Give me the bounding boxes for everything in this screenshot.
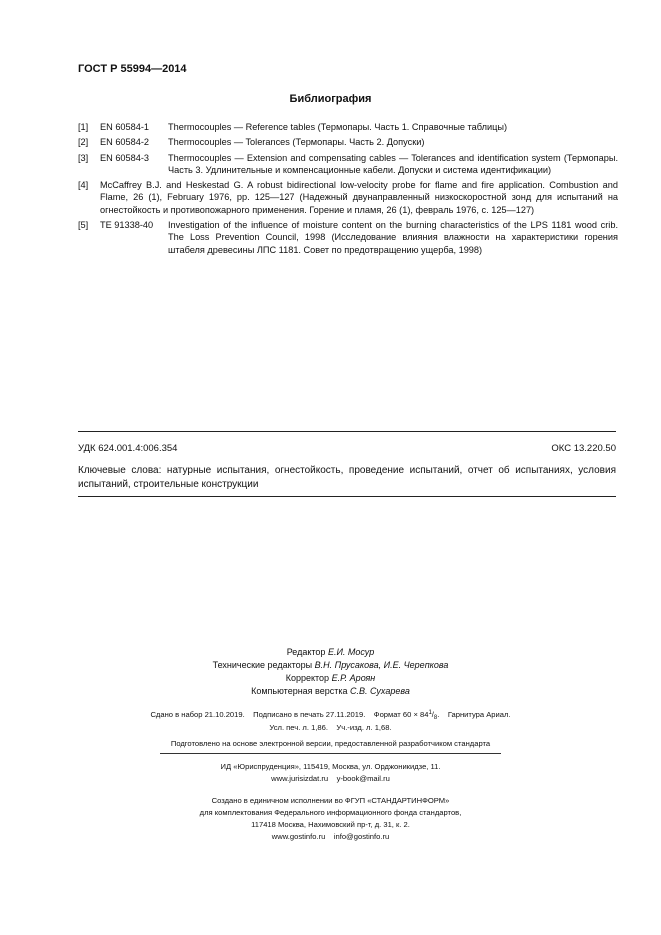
divider-bottom xyxy=(78,496,616,497)
format-suffix: . xyxy=(437,710,440,719)
publisher-email-link[interactable]: y-book@mail.ru xyxy=(336,774,390,783)
entry-code: EN 60584-1 xyxy=(100,122,150,132)
corrector-label: Корректор xyxy=(285,673,330,683)
created-line-3: 117418 Москва, Нахимовский пр-т, д. 31, к. 2. xyxy=(251,820,410,829)
bibliography-entry xyxy=(78,121,618,133)
entry-text: Thermocouples — Tolerances (Термопары. Часть 2. Допуски) xyxy=(168,137,425,148)
print-sheets: Усл. печ. л. 1,86. xyxy=(269,723,328,732)
bibliography-entry xyxy=(78,179,618,216)
layout-line xyxy=(0,685,661,698)
udk-code: УДК 624.001.4:006.354 xyxy=(78,443,178,454)
oks-code: ОКС 13.220.50 xyxy=(551,443,616,454)
signed-date: Подписано в печать 27.11.2019. xyxy=(253,710,366,719)
entry-number: [3] xyxy=(78,152,89,163)
corrector-name: Е.Р. Ароян xyxy=(331,673,376,683)
publisher-contacts xyxy=(0,774,661,783)
tech-editors-names: В.Н. Прусакова, И.Е. Черепкова xyxy=(314,660,449,670)
imprint-divider xyxy=(160,753,501,754)
sent-date: Сдано в набор 21.10.2019. xyxy=(150,710,245,719)
created-contacts xyxy=(0,832,661,841)
entry-code: TE 91338-40 xyxy=(100,220,154,231)
bibliography-entry xyxy=(78,219,618,256)
entry-number: [2] xyxy=(78,137,89,148)
bibliography-entry xyxy=(78,136,618,148)
bibliography-entry xyxy=(78,152,618,177)
publisher-address: ИД «Юриспруденция», 115419, Москва, ул. Орджоникидзе, 11. xyxy=(220,762,441,771)
created-line-1: Создано в единичном исполнении во ФГУП «СТАНДАРТИНФОРМ» xyxy=(211,796,450,805)
typeface: Гарнитура Ариал. xyxy=(447,710,511,719)
format-prefix: Формат 60 × 84 xyxy=(373,710,429,719)
tech-editors-line xyxy=(0,659,661,672)
gostinfo-website-link[interactable]: www.gostinfo.ru xyxy=(271,832,326,841)
entry-code: EN 60584-3 xyxy=(100,152,150,163)
print-details-line xyxy=(0,710,661,721)
bibliography-title: Библиография xyxy=(289,93,372,105)
editor-name: Е.И. Мосур xyxy=(327,647,375,657)
layout-label: Компьютерная верстка xyxy=(251,686,348,696)
format-denominator: 8 xyxy=(433,715,438,721)
entry-text: Thermocouples — Extension and compensating cables — Tolerances and identification system (Термопары. Часть 3. Удлинительные и компенсационные кабели. Допуски и система идентификации) xyxy=(168,152,618,175)
gostinfo-email-link[interactable]: info@gostinfo.ru xyxy=(333,832,390,841)
entry-number: [1] xyxy=(78,122,89,132)
entry-code: EN 60584-2 xyxy=(100,137,150,148)
format-numerator: 1 xyxy=(428,710,432,716)
divider-top xyxy=(78,431,616,432)
bibliography-list xyxy=(78,121,618,259)
standard-code: ГОСТ Р 55994—2014 xyxy=(78,63,187,75)
tech-editors-label: Технические редакторы xyxy=(212,660,313,670)
layout-name: С.В. Сухарева xyxy=(350,686,410,696)
editor-line xyxy=(0,646,661,659)
created-line-2: для комплектования Федерального информационного фонда стандартов, xyxy=(199,808,462,817)
editor-label: Редактор xyxy=(286,647,326,657)
entry-text: Thermocouples — Reference tables (Термопары. Часть 1. Справочные таблицы) xyxy=(168,122,508,132)
entry-text: McCaffrey B.J. and Heskestad G. A robust bidirectional low-velocity probe for flame and fire application. Combustion and Flame, 26 (1), February 1976, pp. 125—127 (Надежный двунаправленный низкоскоростной зонд для испытаний на огнестойкость и противопожарного применения. Горение и пламя, 26 (1), февраль 1976, с. 125—127) xyxy=(100,180,618,215)
sheets-line xyxy=(0,723,661,732)
format: Формат $60 \times 84^1/_8$. xyxy=(373,710,440,721)
publishing-sheets: Уч.-изд. л. 1,68. xyxy=(336,723,392,732)
entry-number: [4] xyxy=(78,180,89,191)
publisher-website-link[interactable]: www.jurisizdat.ru xyxy=(271,774,329,783)
corrector-line xyxy=(0,672,661,685)
entry-number: [5] xyxy=(78,220,89,231)
keywords: Ключевые слова: натурные испытания, огнестойкость, проведение испытаний, отчет об испытаниях, условия испытаний, строительные конструкции xyxy=(78,465,616,490)
staff-credits xyxy=(0,646,661,698)
prepared-note: Подготовлено на основе электронной версии, предоставленной разработчиком стандарта xyxy=(170,739,491,748)
entry-text: Investigation of the influence of moisture content on the burning characteristics of the LPS 1181 wood crib. The Loss Prevention Council, 1998 (Исследование влияния влажности на характеристики горения штабеля древесины ЛПС 1181. Совет по предотвращению ущерба, 1998) xyxy=(168,220,618,255)
